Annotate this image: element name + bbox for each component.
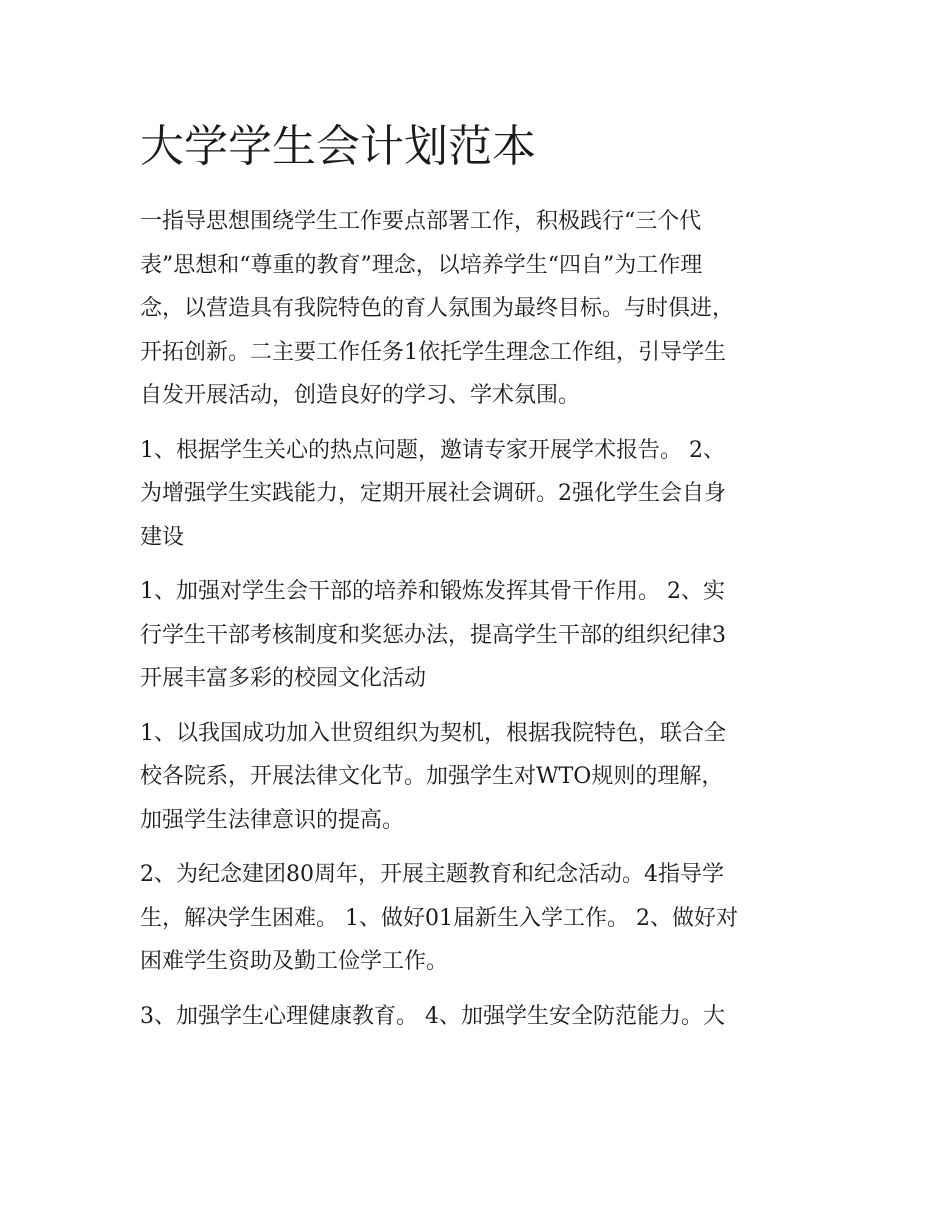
text-line: 念，以营造具有我院特色的育人氛围为最终目标。与时俱进， [140,296,735,321]
paragraph-mental-health-safety [140,995,812,1039]
paragraph-academic-reports [140,429,812,560]
text-line: 校各院系，开展法律文化节。加强学生对WTO规则的理解， [140,764,724,789]
text-line: 2、为纪念建团80周年，开展主题教育和纪念活动。4指导学 [140,862,724,887]
text-line: 行学生干部考核制度和奖惩办法，提高学生干部的组织纪律3 [140,622,726,648]
text-line: 困难学生资助及勤工俭学工作。 [140,949,449,974]
text-line: 为增强学生实践能力，定期开展社会调研。2强化学生会自身 [140,481,726,506]
text-line: 开拓创新。二主要工作任务1依托学生理念工作组，引导学生 [140,339,726,365]
text-line: 3、加强学生心理健康教育。 4、加强学生安全防范能力。大 [140,1003,725,1029]
document-title: 大学学生会计划范本 [140,121,536,172]
text-line: 表”思想和“尊重的教育”理念，以培养学生“四自”为工作理 [140,252,703,278]
text-line: 一指导思想围绕学生工作要点部署工作，积极践行“三个代 [140,209,702,234]
text-line: 1、加强对学生会干部的培养和锻炼发挥其骨干作用。 2、实 [140,579,725,604]
text-line: 自发开展活动，创造良好的学习、学术氛围。 [140,383,581,408]
text-line: 开展丰富多彩的校园文化活动 [140,666,427,691]
text-line: 建设 [140,524,185,550]
text-line: 生，解决学生困难。 1、做好01届新生入学工作。 2、做好对 [140,905,738,931]
text-line: 1、以我国成功加入世贸组织为契机，根据我院特色，联合全 [140,720,726,746]
document-body [140,200,812,1049]
paragraph-cadre-training [140,570,812,701]
text-line: 加强学生法律意识的提高。 [140,807,405,833]
text-line: 1、根据学生关心的热点问题，邀请专家开展学术报告。 2、 [140,437,725,463]
paragraph-league-anniversary [140,853,812,984]
paragraph-guiding-ideology [140,200,812,418]
paragraph-law-culture-festival [140,712,812,843]
